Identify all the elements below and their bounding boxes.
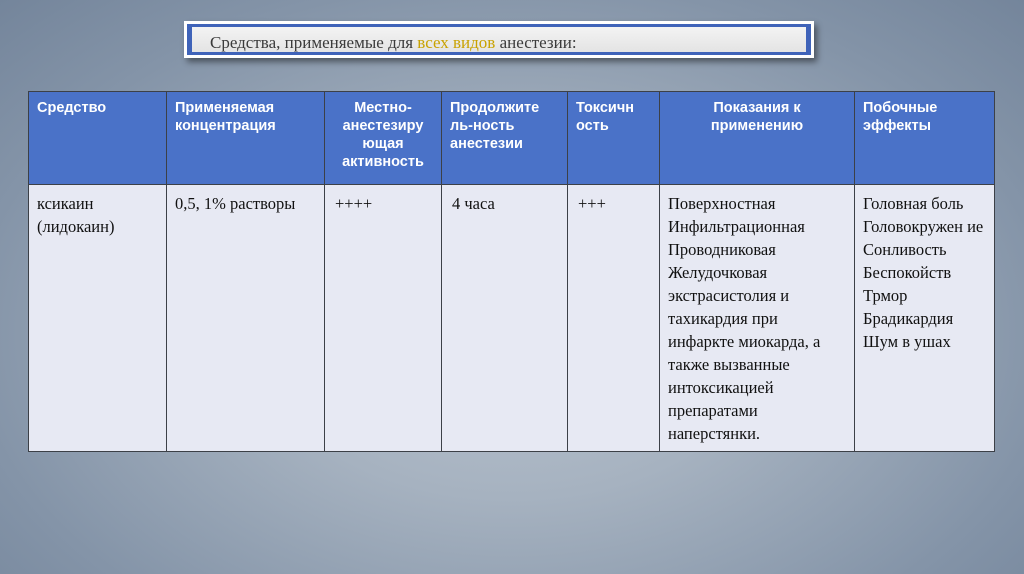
- header-concentration: Применяемая концентрация: [167, 92, 325, 185]
- table-row: [29, 185, 995, 452]
- title-text-after: анестезии:: [495, 33, 577, 52]
- anesthetics-table: [28, 91, 995, 452]
- cell-concentration: 0,5, 1% растворы: [167, 185, 325, 452]
- slide-title-inner: [192, 27, 806, 52]
- title-text-before: Средства, применяемые для: [210, 33, 418, 52]
- header-duration: Продолжите ль-ность анестезии: [442, 92, 568, 185]
- cell-activity: ++++: [325, 185, 442, 452]
- slide-title-box: [184, 21, 814, 58]
- cell-duration: 4 часа: [442, 185, 568, 452]
- cell-agent: ксикаин (лидокаин): [29, 185, 167, 452]
- header-toxicity: Токсичн ость: [568, 92, 660, 185]
- table-header-row: [29, 92, 995, 185]
- title-highlight: всех видов: [417, 33, 496, 52]
- cell-indications: Поверхностная Инфильтрационная Проводниковая Желудочковая экстрасистолия и тахикардия при инфаркте миокарда, а также вызванные интоксикацией препаратами наперстянки.: [660, 185, 855, 452]
- header-indications: Показания к применению: [660, 92, 855, 185]
- slide-title: [210, 33, 577, 53]
- header-activity: Местно-анестезиру ющая активность: [325, 92, 442, 185]
- cell-side-effects: Головная боль Головокружен ие Сонливость Беспокойств Трмор Брадикардия Шум в ушах: [855, 185, 995, 452]
- cell-toxicity: +++: [568, 185, 660, 452]
- header-side-effects: Побочные эффекты: [855, 92, 995, 185]
- header-agent: Средство: [29, 92, 167, 185]
